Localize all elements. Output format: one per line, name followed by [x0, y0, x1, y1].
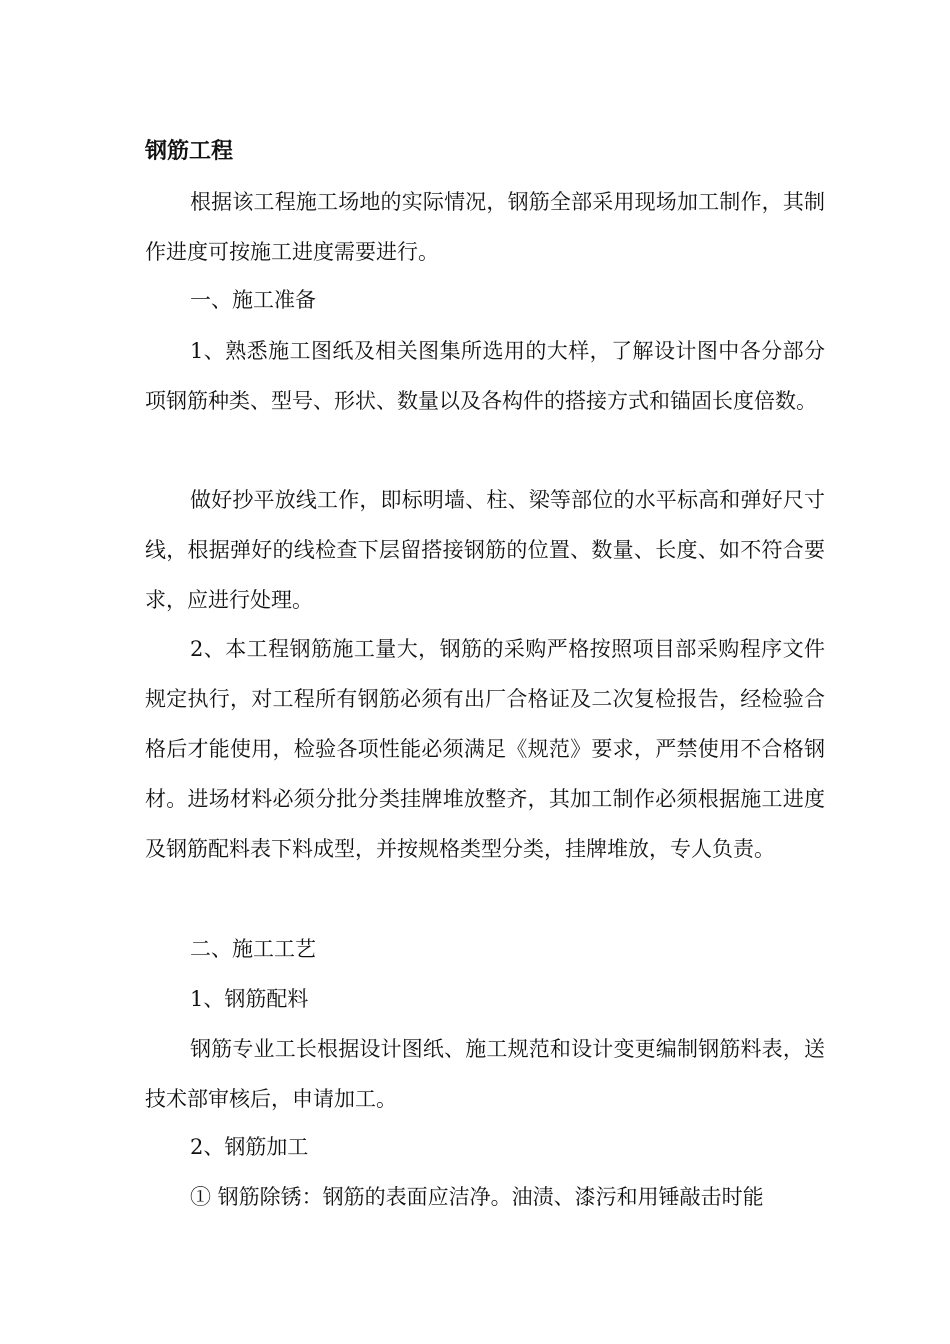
- preparation-item-2: 2、本工程钢筋施工量大，钢筋的采购严格按照项目部采购程序文件规定执行，对工程所有钢筋必须有出厂合格证及二次复检报告，经检验合格后才能使用，检验各项性能必须满足《规范》要求，严禁使用不合格钢材。进场材料必须分批分类挂牌堆放整齐，其加工制作必须根据施工进度及钢筋配料表下料成型，并按规格类型分类，挂牌堆放，专人负责。: [145, 637, 825, 861]
- preparation-item-1: 1、熟悉施工图纸及相关图集所选用的大样，了解设计图中各分部分项钢筋种类、型号、形状、数量以及各构件的搭接方式和锚固长度倍数。: [145, 339, 825, 413]
- intro-paragraph: 根据该工程施工场地的实际情况，钢筋全部采用现场加工制作，其制作进度可按施工进度需要进行。: [145, 190, 825, 264]
- document-title: 钢筋工程: [145, 138, 234, 164]
- section-heading-process: 二、施工工艺: [190, 937, 316, 961]
- preparation-item-1-continued: 做好抄平放线工作，即标明墙、柱、梁等部位的水平标高和弹好尺寸线，根据弹好的线检查下层留搭接钢筋的位置、数量、长度、如不符合要求，应进行处理。: [145, 488, 825, 612]
- rebar-batching-paragraph: 钢筋专业工长根据设计图纸、施工规范和设计变更编制钢筋料表，送技术部审核后，申请加工。: [145, 1037, 825, 1111]
- rebar-processing-paragraph: ① 钢筋除锈：钢筋的表面应洁净。油渍、漆污和用锤敲击时能: [190, 1185, 764, 1209]
- subsection-heading-rebar-processing: 2、钢筋加工: [190, 1135, 309, 1159]
- subsection-heading-rebar-batching: 1、钢筋配料: [190, 987, 309, 1011]
- section-heading-preparation: 一、施工准备: [190, 288, 316, 312]
